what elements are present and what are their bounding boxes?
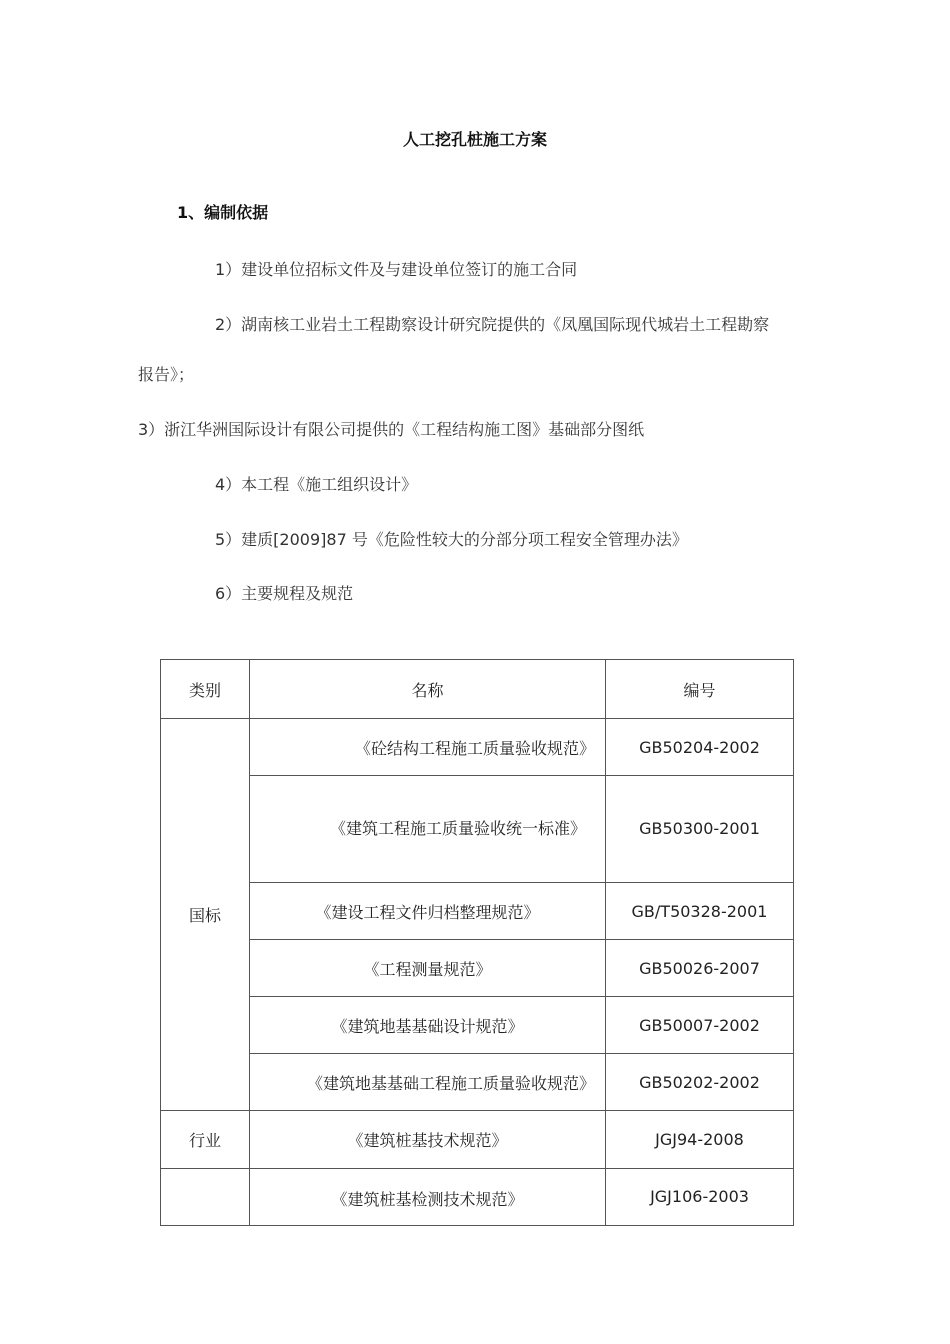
table-row [161,997,794,1054]
basis-item-4: 4）本工程《施工组织设计》 [215,475,418,494]
standard-name: 《工程测量规范》 [250,940,606,997]
standard-code: GB50007-2002 [606,997,794,1054]
basis-item-3: 3）浙江华洲国际设计有限公司提供的《工程结构施工图》基础部分图纸 [138,420,645,439]
standard-code: JGJ94-2008 [606,1111,794,1169]
section-heading: 1、编制依据 [177,203,269,222]
table-row [161,776,794,883]
table-row [161,1111,794,1169]
basis-item-2: 2）湖南核工业岩土工程勘察设计研究院提供的《凤凰国际现代城岩土工程勘察 [215,315,770,334]
standard-name: 《建设工程文件归档整理规范》 [250,883,606,940]
basis-item-6: 6）主要规程及规范 [215,584,354,603]
document-title: 人工挖孔桩施工方案 [402,130,547,149]
standard-code: GB/T50328-2001 [606,883,794,940]
table-row [161,1054,794,1111]
standard-code: GB50202-2002 [606,1054,794,1111]
standard-name: 《建筑桩基检测技术规范》 [250,1169,606,1226]
table-row [161,940,794,997]
standard-code: GB50300-2001 [606,776,794,883]
category-cell: 国标 [161,719,250,1111]
table-row [161,1169,794,1226]
category-cell: 行业 [161,1111,250,1169]
standard-name: 《建筑地基基础设计规范》 [250,997,606,1054]
standard-code: GB50026-2007 [606,940,794,997]
basis-item-1: 1）建设单位招标文件及与建设单位签订的施工合同 [215,260,578,279]
standards-table [160,659,794,1226]
standard-name: 《建筑工程施工质量验收统一标准》 [250,776,606,883]
basis-item-2-continued: 报告》； [138,365,195,384]
basis-item-5: 5）建质[2009]87 号《危险性较大的分部分项工程安全管理办法》 [215,530,688,549]
standard-name: 《建筑地基基础工程施工质量验收规范》 [250,1054,606,1111]
category-cell [161,1169,250,1226]
standard-code: GB50204-2002 [606,719,794,776]
header-name: 名称 [250,660,606,719]
table-row [161,719,794,776]
standard-name: 《建筑桩基技术规范》 [250,1111,606,1169]
standard-code: JGJ106-2003 [606,1169,794,1226]
table-row [161,883,794,940]
header-category: 类别 [161,660,250,719]
header-code: 编号 [606,660,794,719]
standard-name: 《砼结构工程施工质量验收规范》 [250,719,606,776]
table-header-row [161,660,794,719]
